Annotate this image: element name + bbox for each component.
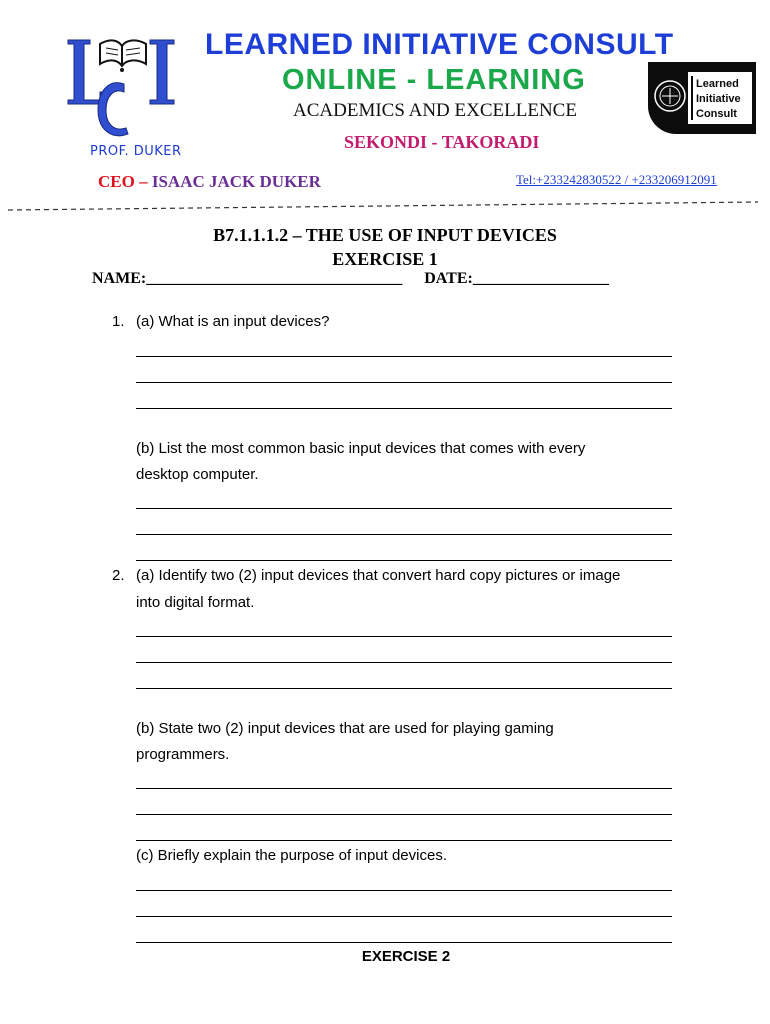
- answer-line[interactable]: [136, 814, 672, 815]
- tagline: ACADEMICS AND EXCELLENCE: [293, 100, 577, 121]
- prof-name: PROF. DUKER: [90, 144, 182, 159]
- question-1-number: 1.: [112, 313, 125, 330]
- question-1b-line-1: (b) List the most common basic input devices that comes with every: [136, 440, 586, 457]
- ceo-name: ISAAC JACK DUKER: [151, 172, 321, 191]
- answer-line[interactable]: [136, 890, 672, 891]
- answer-line[interactable]: [136, 382, 672, 383]
- answer-line[interactable]: [136, 534, 672, 535]
- answer-line[interactable]: [136, 788, 672, 789]
- lci-logo: [62, 34, 182, 144]
- name-field-label: NAME:________________________________: [92, 270, 403, 287]
- document-title: B7.1.1.1.2 – THE USE OF INPUT DEVICES: [213, 225, 557, 245]
- question-1b-line-2: desktop computer.: [136, 466, 259, 483]
- question-2a-line-1: (a) Identify two (2) input devices that convert hard copy pictures or image: [136, 567, 621, 584]
- online-learning-subtitle: ONLINE - LEARNING: [282, 64, 586, 96]
- answer-line[interactable]: [136, 688, 672, 689]
- ceo-line: [98, 172, 321, 192]
- org-title: LEARNED INITIATIVE CONSULT: [205, 28, 674, 61]
- answer-line[interactable]: [136, 942, 672, 943]
- question-2c: (c) Briefly explain the purpose of input devices.: [136, 847, 447, 864]
- question-2-number: 2.: [112, 567, 125, 584]
- logo-text-learned: Learned: [696, 78, 739, 90]
- exercise-2-heading: EXERCISE 2: [361, 948, 451, 965]
- answer-line[interactable]: [136, 840, 672, 841]
- answer-line[interactable]: [136, 636, 672, 637]
- answer-line[interactable]: [136, 560, 672, 561]
- question-2a-line-2: into digital format.: [136, 594, 255, 611]
- name-date-row: [92, 270, 609, 288]
- logo-text-initiative: Initiative: [696, 93, 741, 105]
- answer-line[interactable]: [136, 662, 672, 663]
- ceo-label: CEO –: [98, 172, 148, 191]
- answer-line[interactable]: [136, 356, 672, 357]
- question-2b-line-1: (b) State two (2) input devices that are used for playing gaming: [136, 720, 554, 737]
- date-field-label: DATE:_________________: [424, 270, 609, 287]
- answer-line[interactable]: [136, 408, 672, 409]
- answer-line[interactable]: [136, 508, 672, 509]
- location: SEKONDI - TAKORADI: [344, 132, 540, 152]
- question-2b-line-2: programmers.: [136, 746, 230, 763]
- exercise-heading: EXERCISE 1: [332, 249, 438, 269]
- logo-text-consult: Consult: [696, 108, 737, 120]
- header-divider: [8, 198, 758, 210]
- question-1a: (a) What is an input devices?: [136, 313, 330, 330]
- learned-initiative-consult-logo: [648, 62, 756, 134]
- telephone-link[interactable]: Tel:+233242830522 / +233206912091: [516, 172, 717, 187]
- answer-line[interactable]: [136, 916, 672, 917]
